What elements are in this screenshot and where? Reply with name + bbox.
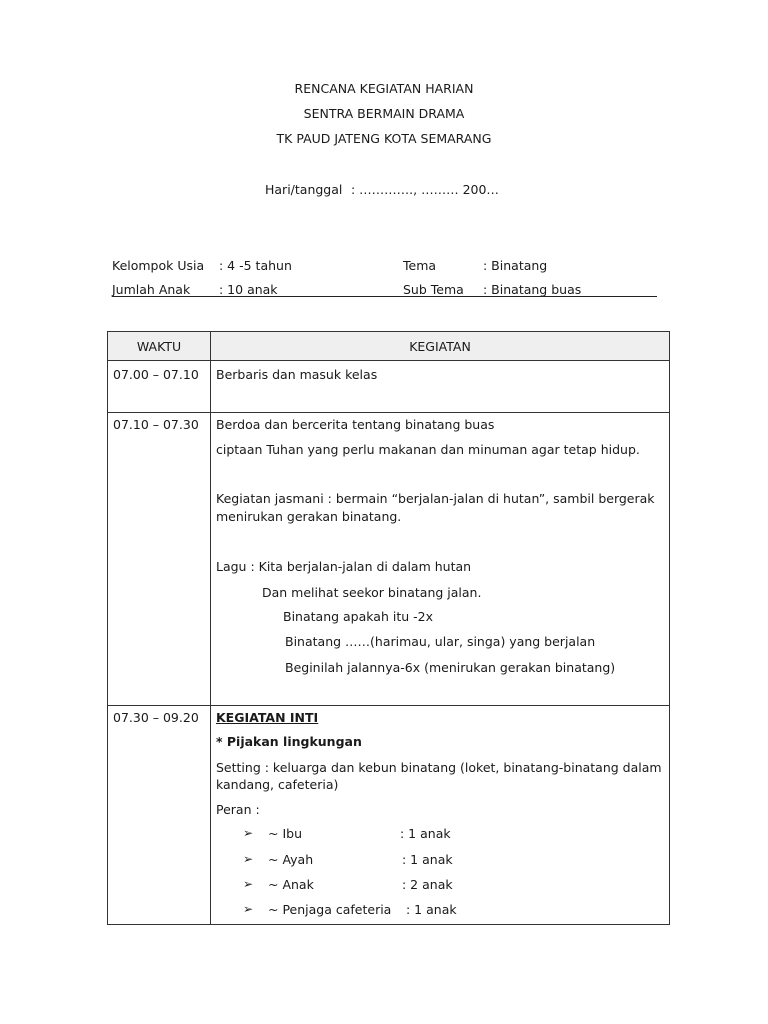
row-time: 07.10 – 07.30 (113, 417, 199, 432)
arrow-bullet-icon: ➢ (243, 826, 254, 840)
doc-title: RENCANA KEGIATAN HARIAN (294, 81, 474, 96)
role-count: : 1 anak (406, 902, 457, 917)
activity-line: Berbaris dan masuk kelas (216, 367, 378, 382)
song-line: Lagu : Kita berjalan-jalan di dalam hutan (216, 559, 472, 574)
song-line: Dan melihat seekor binatang jalan. (262, 585, 482, 600)
date-label: Hari/tanggal (265, 182, 343, 197)
jumlah-value: : 10 anak (219, 282, 278, 297)
activity-line: Setting : keluarga dan kebun binatang (loket, binatang-binatang dalam (216, 760, 662, 775)
role-count: : 2 anak (402, 877, 453, 892)
role-name: ~ Anak (268, 877, 314, 892)
tema-label: Tema (403, 258, 437, 273)
role-count: : 1 anak (400, 826, 451, 841)
doc-school: TK PAUD JATENG KOTA SEMARANG (276, 131, 492, 146)
row-time: 07.30 – 09.20 (113, 710, 199, 725)
role-count: : 1 anak (402, 852, 453, 867)
song-line: Binatang apakah itu -2x (283, 609, 433, 624)
table-row (108, 413, 670, 706)
arrow-bullet-icon: ➢ (243, 877, 254, 891)
date-value: : …………., ……… 200… (351, 182, 499, 197)
section-subheading: * Pijakan lingkungan (216, 734, 362, 749)
row-time: 07.00 – 07.10 (113, 367, 199, 382)
col-header-waktu: WAKTU (108, 332, 211, 361)
col-header-kegiatan: KEGIATAN (211, 332, 670, 361)
activity-line: kandang, cafeteria) (216, 777, 339, 792)
doc-subtitle: SENTRA BERMAIN DRAMA (303, 106, 465, 121)
section-heading: KEGIATAN INTI (216, 710, 319, 725)
kelompok-label: Kelompok Usia (112, 258, 205, 273)
subtema-value: : Binatang buas (483, 282, 582, 297)
song-line: Binatang ……(harimau, ular, singa) yang berjalan (285, 634, 596, 649)
role-name: ~ Ibu (268, 826, 302, 841)
arrow-bullet-icon: ➢ (243, 902, 254, 916)
activity-line: menirukan gerakan binatang. (216, 509, 402, 524)
arrow-bullet-icon: ➢ (243, 852, 254, 866)
activity-table (107, 331, 670, 925)
role-name: ~ Ayah (268, 852, 314, 867)
song-line: Beginilah jalannya-6x (menirukan gerakan binatang) (285, 660, 616, 675)
activity-line: ciptaan Tuhan yang perlu makanan dan minuman agar tetap hidup. (216, 442, 640, 457)
kelompok-value: : 4 -5 tahun (219, 258, 292, 273)
activity-line: Berdoa dan bercerita tentang binatang buas (216, 417, 495, 432)
info-divider (112, 296, 657, 297)
table-row (108, 361, 670, 413)
subtema-label: Sub Tema (403, 282, 464, 297)
role-name: ~ Penjaga cafeteria (268, 902, 392, 917)
tema-value: : Binatang (483, 258, 548, 273)
activity-line: Peran : (216, 802, 260, 817)
table-row (108, 706, 670, 925)
jumlah-label: Jumlah Anak (112, 282, 191, 297)
activity-line: Kegiatan jasmani : bermain “berjalan-jalan di hutan”, sambil bergerak (216, 491, 655, 506)
table-header-row (108, 332, 670, 361)
